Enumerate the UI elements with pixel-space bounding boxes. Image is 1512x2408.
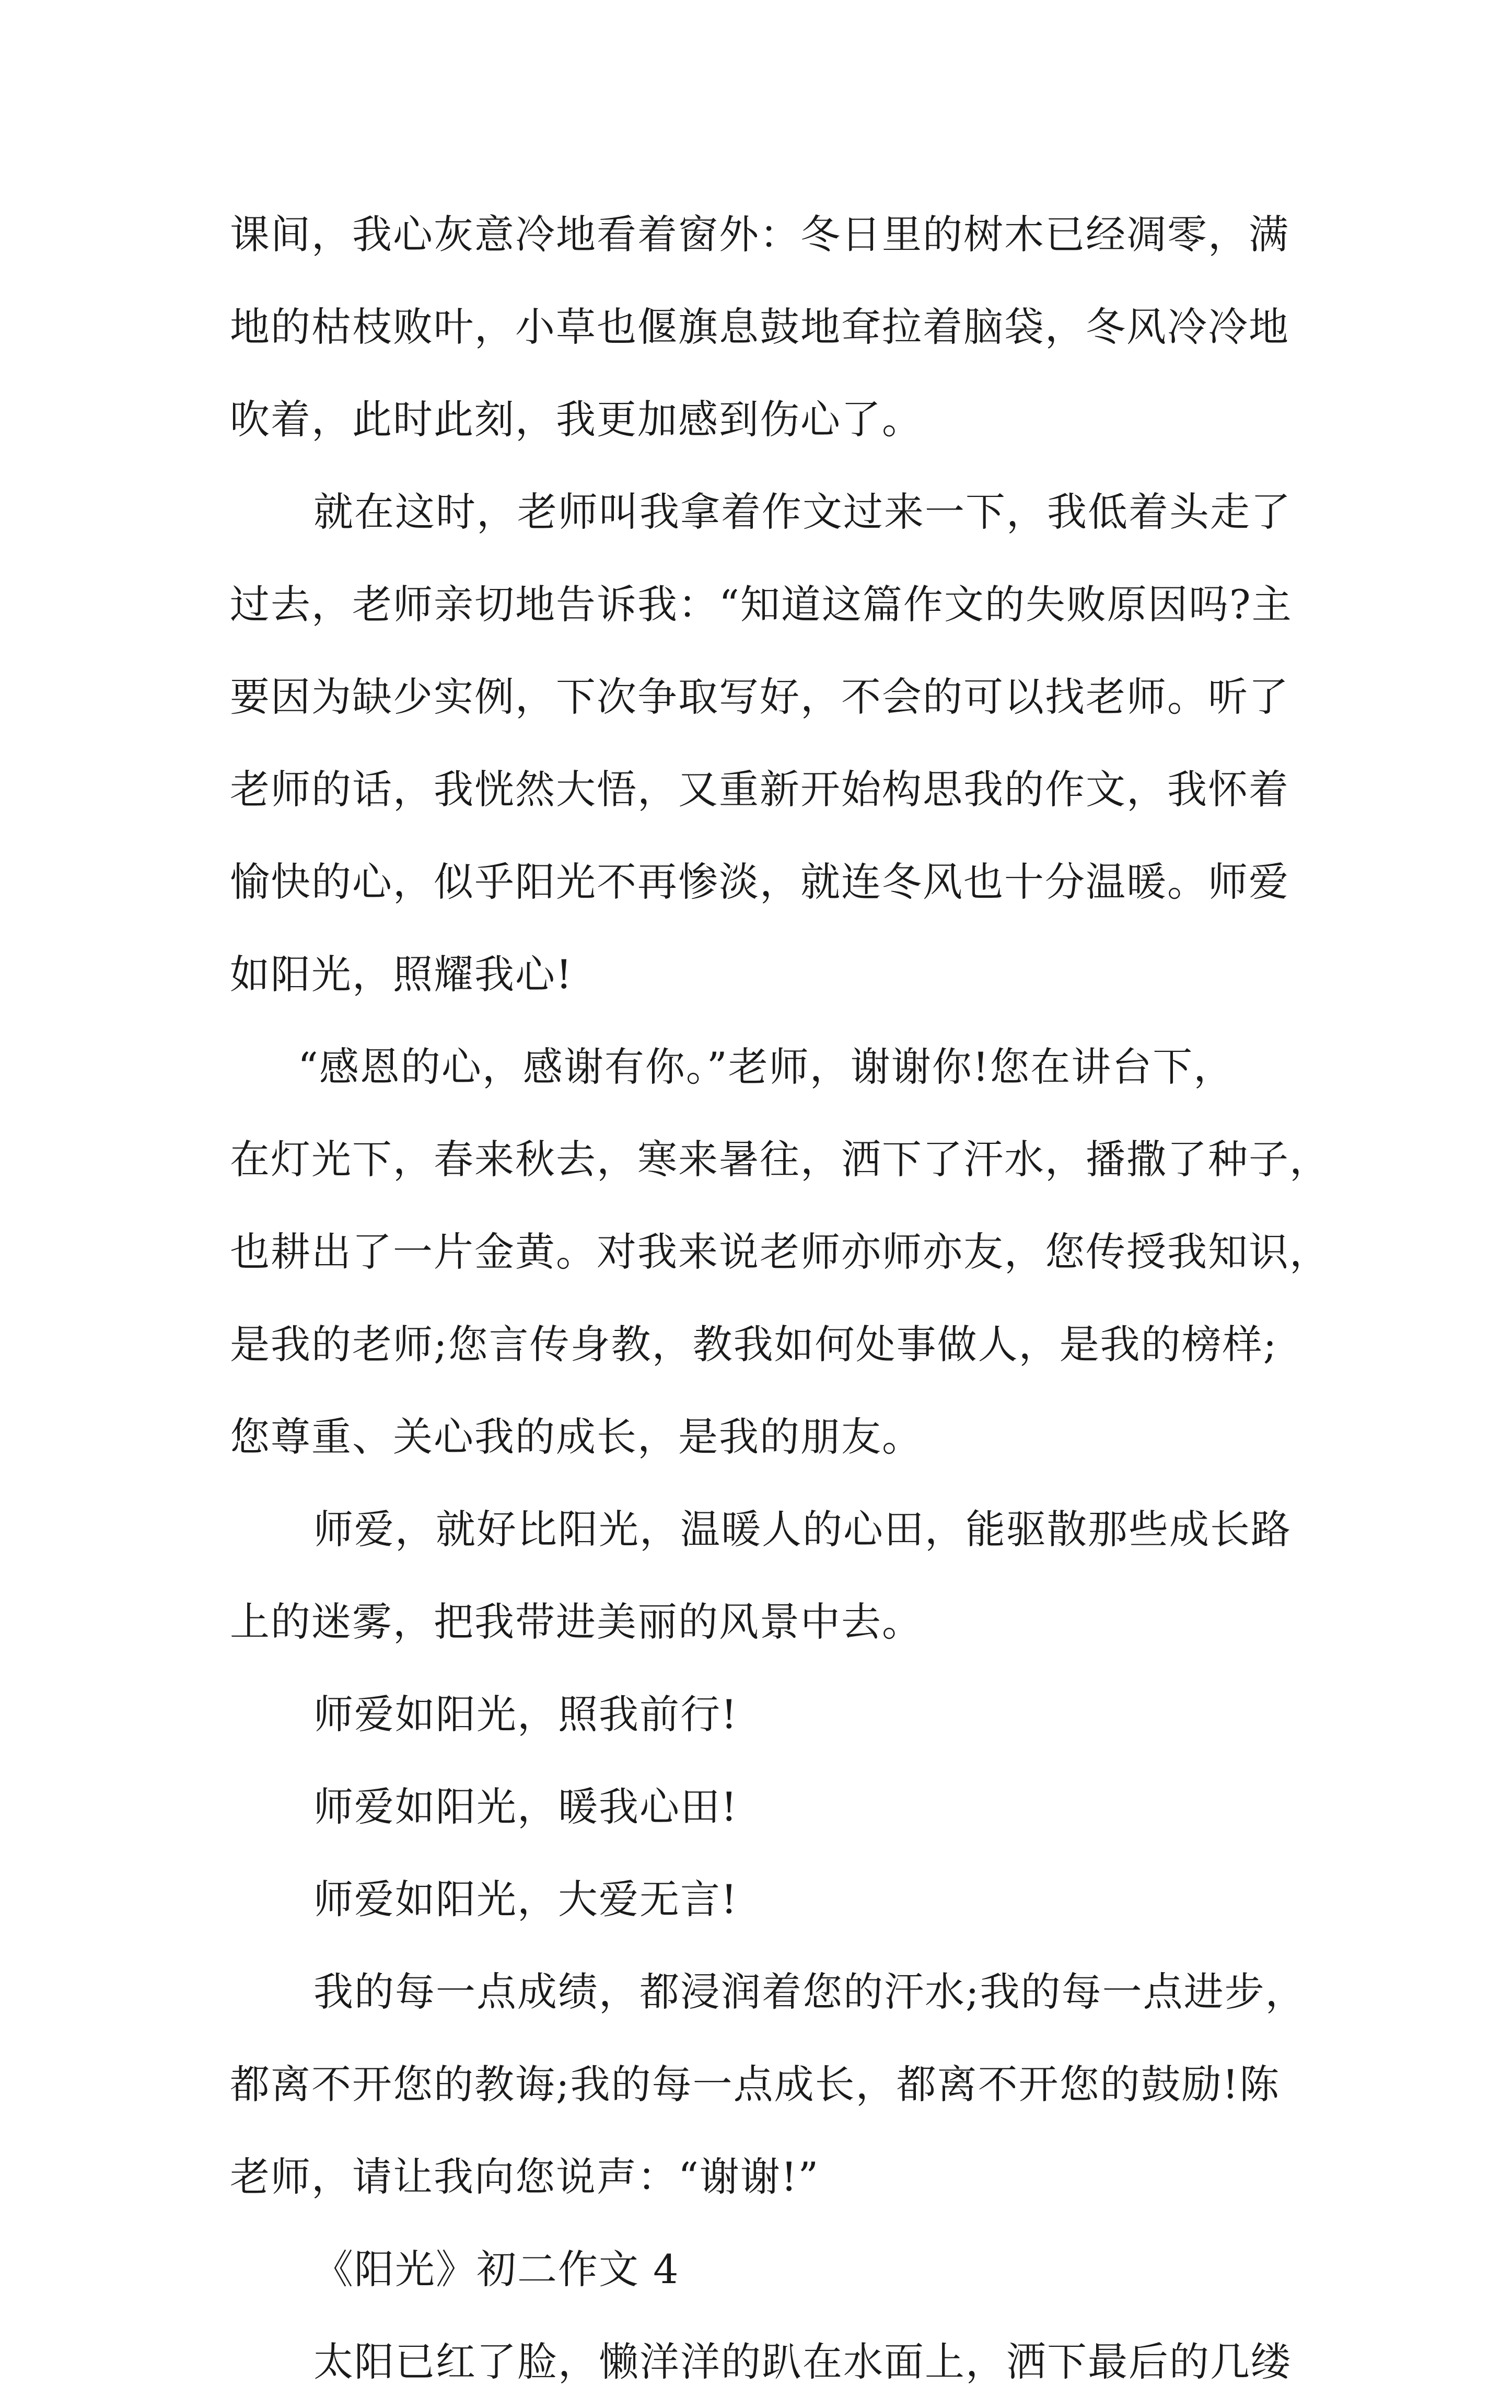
text-line: 地的枯枝败叶，小草也偃旗息鼓地耷拉着脑袋，冬风冷冷地 xyxy=(230,304,1289,350)
text-line: 吹着，此时此刻，我更加感到伤心了。 xyxy=(230,396,923,443)
text-line: 也耕出了一片金黄。对我来说老师亦师亦友，您传授我知识， xyxy=(230,1229,1330,1275)
paragraph-start-line: 太阳已红了脸，懒洋洋的趴在水面上，洒下最后的几缕 xyxy=(313,2338,1292,2385)
paragraph-start-line: 师爱如阳光，暖我心田! xyxy=(313,1784,738,1830)
text-line: 过去，老师亲切地告诉我：“知道这篇作文的失败原因吗?主 xyxy=(230,581,1293,628)
text-line: 都离不开您的教诲;我的每一点成长，都离不开您的鼓励!陈 xyxy=(230,2061,1281,2108)
text-line: 在灯光下，春来秋去，寒来暑往，洒下了汗水，播撒了种子， xyxy=(230,1136,1330,1183)
text-line: 上的迷雾，把我带进美丽的风景中去。 xyxy=(230,1599,923,1645)
paragraph-start-line: 师爱如阳光，大爱无言! xyxy=(313,1876,738,1923)
section-heading: 《阳光》初二作文 4 xyxy=(313,2246,680,2293)
text-line: 要因为缺少实例，下次争取写好，不会的可以找老师。听了 xyxy=(230,674,1289,720)
text-line: 您尊重、关心我的成长，是我的朋友。 xyxy=(230,1414,923,1460)
text-line: 是我的老师;您言传身教，教我如何处事做人，是我的榜样; xyxy=(230,1321,1278,1368)
essay-body xyxy=(230,188,1330,2408)
text-line: 课间，我心灰意冷地看着窗外：冬日里的树木已经凋零，满 xyxy=(230,211,1289,258)
text-line: 愉快的心，似乎阳光不再惨淡，就连冬风也十分温暖。师爱 xyxy=(230,859,1289,905)
paragraph-start-line: 我的每一点成绩，都浸润着您的汗水;我的每一点进步， xyxy=(313,1969,1306,2015)
paragraph-start-line: 师爱，就好比阳光，温暖人的心田，能驱散那些成长路 xyxy=(313,1506,1292,1553)
paragraph-start-line: “感恩的心，感谢有你。”老师，谢谢你!您在讲台下， xyxy=(298,1044,1235,1090)
text-line: 老师，请让我向您说声：“谢谢!” xyxy=(230,2154,820,2200)
paragraph-start-line: 就在这时，老师叫我拿着作文过来一下，我低着头走了 xyxy=(313,489,1292,535)
text-line: 如阳光，照耀我心! xyxy=(230,951,573,998)
paragraph-start-line: 师爱如阳光，照我前行! xyxy=(313,1691,738,1738)
text-line: 老师的话，我恍然大悟，又重新开始构思我的作文，我怀着 xyxy=(230,766,1289,813)
